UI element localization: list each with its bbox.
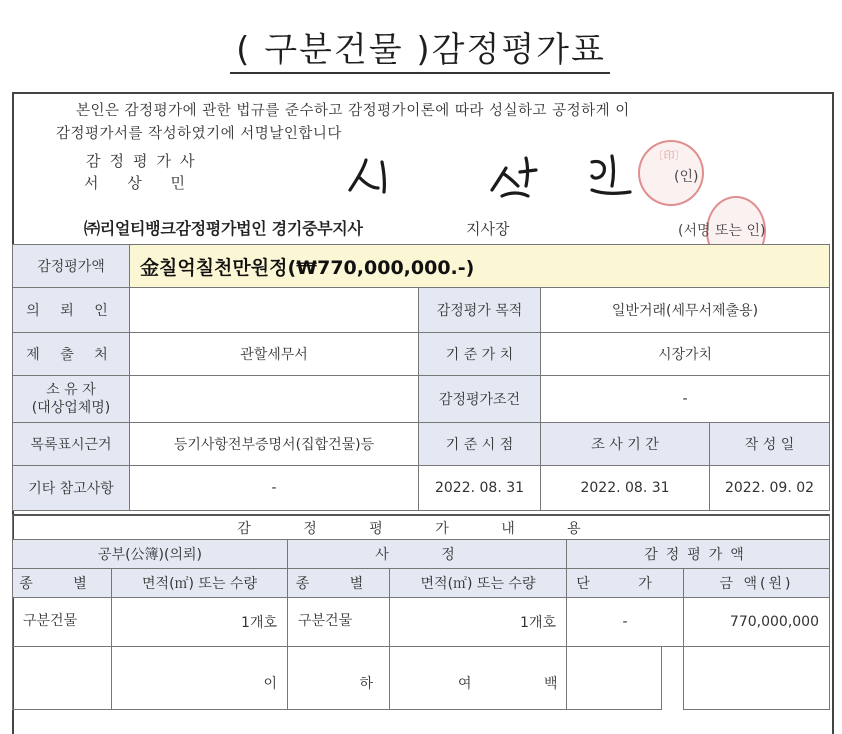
row-1-qty-public: 1개호 — [111, 597, 288, 647]
actual-condition-header: 사 정 — [287, 539, 567, 569]
amount-value: 金칠억칠천만원정(₩770,000,000.-) — [129, 244, 830, 288]
appraised-amount-header: 감정평가액 — [566, 539, 830, 569]
blank-row-cell-1 — [12, 646, 112, 710]
appraiser-label: 감정평가사 — [86, 152, 204, 170]
row-1-amount: 770,000,000 — [683, 597, 830, 647]
col-unit-price: 단 가 — [566, 568, 684, 598]
detail-section-title: 감 정 평 가 내 용 — [12, 514, 830, 540]
owner-label — [12, 375, 130, 423]
submit-label: 제 출 처 — [12, 332, 130, 376]
purpose-label: 감정평가 목적 — [418, 287, 541, 333]
col-area-1: 면적(㎡) 또는 수량 — [111, 568, 288, 598]
survey-period-value: 2022. 08. 31 — [540, 465, 710, 511]
declaration-line-1: 본인은 감정평가에 관한 법규를 준수하고 감정평가이론에 따라 성실하고 공정하게 이 — [76, 103, 630, 119]
declaration-line-2: 감정평가서를 작성하였기에 서명날인합니다 — [56, 126, 342, 142]
col-amount: 금 액(원) — [683, 568, 830, 598]
handwritten-signature — [330, 142, 670, 202]
condition-label: 감정평가조건 — [418, 375, 541, 423]
col-type-1: 종 별 — [12, 568, 112, 598]
appraisal-office: ㈜리얼티뱅크감정평가법인 경기중부지사 — [84, 219, 363, 238]
declaration — [30, 100, 810, 146]
other-notes-label: 기타 참고사항 — [12, 465, 130, 511]
owner-label-line-2: (대상업체명) — [31, 400, 111, 416]
row-1-type-public: 구분건물 — [12, 597, 112, 647]
title-underline — [230, 72, 610, 74]
purpose-value: 일반거래(세무서제출용) — [540, 287, 830, 333]
row-1-type-actual: 구분건물 — [287, 597, 390, 647]
blank-row-text-2: 하 — [287, 646, 390, 710]
written-date-value: 2022. 09. 02 — [709, 465, 830, 511]
requester-value — [129, 287, 419, 333]
survey-period-label: 조 사 기 간 — [540, 422, 710, 466]
owner-label-line-1: 소 유 자 — [46, 382, 96, 398]
listing-label: 목록표시근거 — [12, 422, 130, 466]
base-date-label: 기 준 시 점 — [418, 422, 541, 466]
basis-value-label: 기 준 가 치 — [418, 332, 541, 376]
requester-label: 의 뢰 인 — [12, 287, 130, 333]
appraiser-name: 서 상 민 — [84, 174, 198, 192]
blank-row-text-4: 백 — [544, 646, 662, 710]
branch-title: 지사장 — [466, 220, 510, 238]
listing-value: 등기사항전부증명서(집합건물)등 — [129, 422, 419, 466]
base-date-value: 2022. 08. 31 — [418, 465, 541, 511]
blank-row-text-1: 이 — [111, 646, 288, 710]
amount-label: 감정평가액 — [12, 244, 130, 288]
seal-1-mark: 〔印〕 — [652, 149, 686, 162]
submit-value: 관할세무서 — [129, 332, 419, 376]
public-record-header: 공부(公簿)(의뢰) — [12, 539, 288, 569]
document-title: ( 구분건물 )감정평가표 — [236, 30, 606, 70]
other-notes-value: - — [129, 465, 419, 511]
col-type-2: 종 별 — [287, 568, 390, 598]
condition-value: - — [540, 375, 830, 423]
row-1-qty-actual: 1개호 — [389, 597, 567, 647]
basis-value: 시장가치 — [540, 332, 830, 376]
row-1-unit-price: - — [566, 597, 684, 647]
written-date-label: 작 성 일 — [709, 422, 830, 466]
sign-note: (서명 또는 인) — [678, 223, 766, 239]
seal-label: (인) — [674, 169, 699, 185]
blank-row-text-3: 여 — [389, 646, 567, 710]
col-area-2: 면적(㎡) 또는 수량 — [389, 568, 567, 598]
owner-value — [129, 375, 419, 423]
blank-row-cell-6 — [683, 646, 830, 710]
